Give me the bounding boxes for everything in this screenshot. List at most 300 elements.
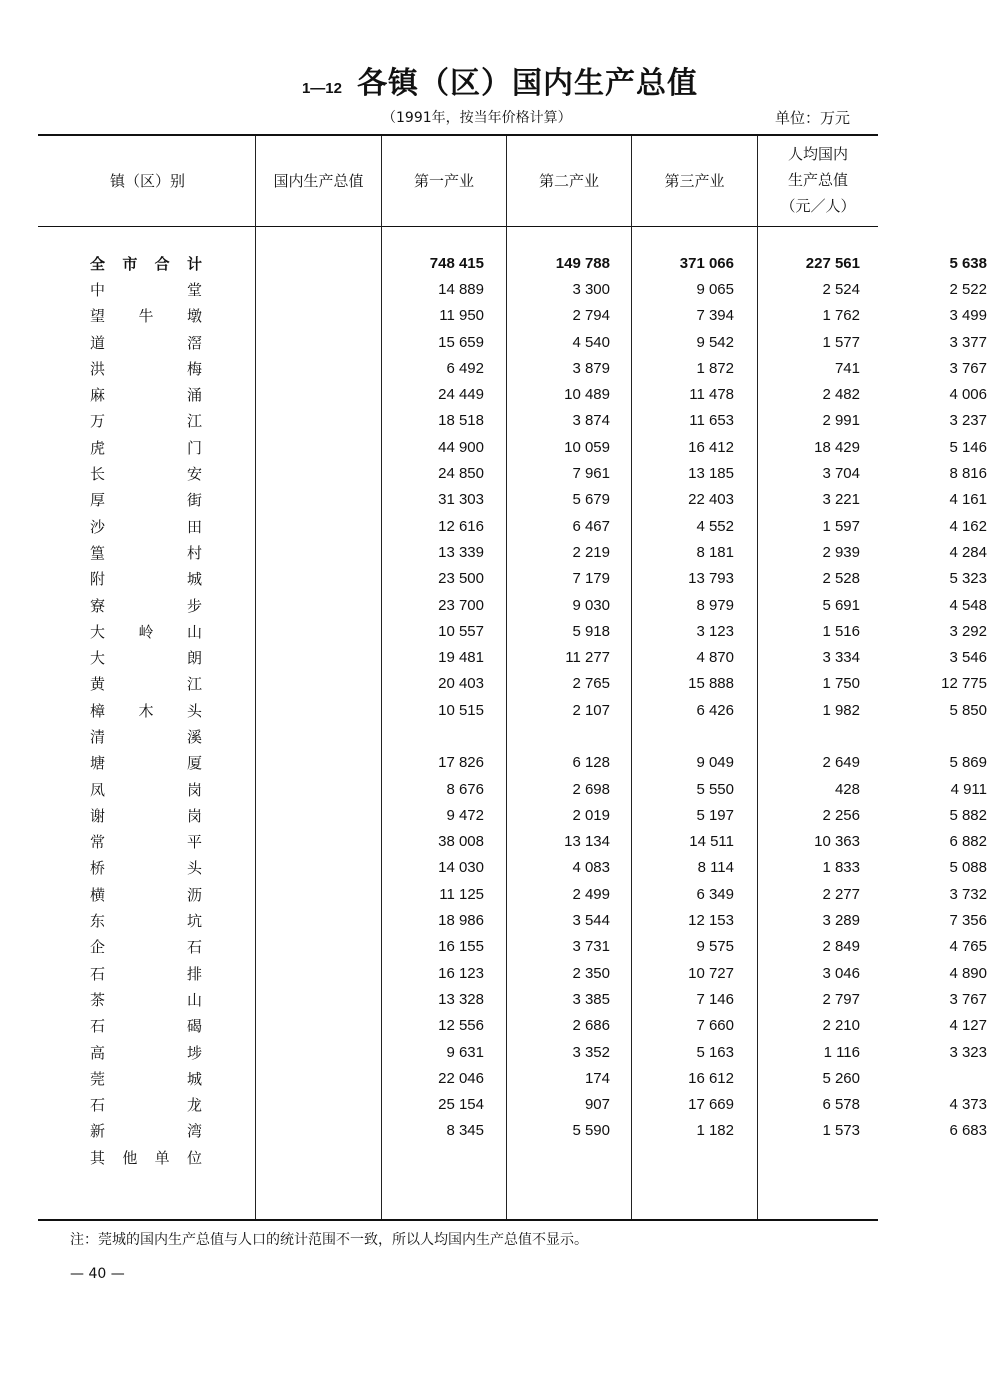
cell-primary: 3 300 — [572, 280, 610, 298]
cell-per-capita: 2 522 — [949, 280, 987, 298]
cell-tertiary: 428 — [834, 780, 860, 798]
town-name-char: 谢 — [90, 807, 106, 825]
table-row — [80, 329, 987, 355]
town-name — [80, 934, 202, 960]
town-name-char: 石 — [90, 1097, 106, 1115]
cell-per-capita: 4 548 — [949, 596, 987, 614]
cell-primary: 2 698 — [572, 780, 610, 798]
table-row — [80, 671, 987, 697]
cell-secondary: 11 478 — [689, 386, 734, 404]
header-town: 镇（区）别 — [109, 172, 185, 190]
town-name — [80, 592, 202, 618]
table-row — [80, 487, 987, 513]
cell-gdp: 44 900 — [438, 438, 484, 456]
town-name-char: 厦 — [186, 755, 202, 773]
town-name-char: 岗 — [186, 781, 202, 799]
cell-secondary: 10 727 — [688, 964, 734, 982]
cell-secondary: 9 575 — [696, 938, 734, 956]
cell-tertiary: 3 289 — [822, 912, 860, 930]
cell-per-capita: 4 765 — [949, 938, 987, 956]
town-name-char: 朗 — [186, 650, 202, 668]
cell-secondary: 7 660 — [696, 1017, 734, 1035]
cell-gdp: 10 515 — [438, 701, 484, 719]
header-gdp: 国内生产总值 — [273, 172, 364, 190]
cell-per-capita: 8 816 — [949, 465, 987, 483]
town-name-char: 沥 — [186, 886, 202, 904]
cell-primary: 2 219 — [572, 543, 610, 561]
table-row — [80, 1065, 987, 1091]
table-row — [80, 1092, 987, 1118]
cell-secondary: 13 793 — [688, 570, 734, 588]
town-name-char: 头 — [186, 702, 202, 720]
cell-primary: 907 — [584, 1096, 610, 1114]
town-name-char: 田 — [186, 518, 202, 536]
cell-tertiary — [734, 723, 860, 749]
table-row — [80, 618, 987, 644]
cell-per-capita: 5 882 — [949, 806, 987, 824]
town-name — [80, 1144, 202, 1170]
town-name-char: 企 — [90, 939, 106, 957]
town-name-char: 篁 — [90, 544, 106, 562]
town-name-char: 石 — [186, 939, 202, 957]
table-row — [80, 934, 987, 960]
cell-secondary: 8 181 — [696, 543, 734, 561]
cell-primary: 4 540 — [572, 333, 610, 351]
town-name-char: 樟 — [90, 702, 106, 720]
cell-primary: 2 019 — [572, 806, 610, 824]
table-row — [80, 408, 987, 434]
cell-tertiary: 1 982 — [822, 701, 860, 719]
cell-gdp: 15 659 — [438, 333, 484, 351]
cell-per-capita: 5 869 — [949, 754, 987, 772]
cell-secondary — [610, 723, 734, 749]
table-row — [80, 460, 987, 486]
header-per-capita-line: （元／人） — [780, 197, 856, 215]
table-row — [80, 381, 987, 407]
town-name-char: 长 — [90, 466, 106, 484]
page-title — [0, 58, 1000, 102]
cell-secondary: 5 197 — [696, 806, 734, 824]
cell-per-capita — [860, 1144, 987, 1170]
town-name — [80, 487, 202, 513]
cell-primary: 13 134 — [564, 833, 610, 851]
town-name-char: 江 — [186, 676, 202, 694]
cell-primary: 3 352 — [572, 1043, 610, 1061]
table-row — [80, 986, 987, 1012]
table-row — [80, 513, 987, 539]
cell-per-capita: 5 850 — [949, 701, 987, 719]
cell-gdp: 9 631 — [446, 1043, 484, 1061]
town-name-char: 平 — [186, 834, 202, 852]
cell-tertiary: 6 578 — [822, 1096, 860, 1114]
cell-tertiary — [734, 1144, 860, 1170]
cell-tertiary: 18 429 — [814, 438, 860, 456]
town-name-char: 东 — [90, 913, 106, 931]
cell-primary: 10 489 — [564, 386, 610, 404]
data-table — [80, 250, 987, 1170]
town-name-char: 墩 — [186, 308, 202, 326]
cell-per-capita: 3 732 — [949, 885, 987, 903]
town-name-char: 新 — [90, 1123, 106, 1141]
town-name-char: 万 — [90, 413, 106, 431]
bottom-rule — [38, 1219, 878, 1221]
town-name-char: 牛 — [138, 308, 154, 326]
cell-tertiary: 2 524 — [822, 280, 860, 298]
cell-per-capita: 5 088 — [949, 859, 987, 877]
cell-secondary: 5 163 — [696, 1043, 734, 1061]
cell-per-capita: 3 767 — [949, 359, 987, 377]
town-name-char: 塘 — [90, 755, 106, 773]
cell-per-capita: 5 323 — [949, 570, 987, 588]
town-name-char: 山 — [186, 991, 202, 1009]
town-name-char: 合 — [154, 255, 170, 273]
cell-per-capita: 4 127 — [949, 1017, 987, 1035]
table-row — [80, 644, 987, 670]
cell-gdp: 9 472 — [446, 806, 484, 824]
town-name — [80, 408, 202, 434]
cell-gdp: 8 345 — [446, 1122, 484, 1140]
town-name-char: 茶 — [90, 991, 106, 1009]
cell-tertiary: 3 704 — [822, 465, 860, 483]
table-row — [80, 1144, 987, 1170]
cell-per-capita — [860, 1065, 987, 1091]
town-name — [80, 460, 202, 486]
cell-gdp: 14 030 — [438, 859, 484, 877]
cell-gdp: 12 556 — [438, 1017, 484, 1035]
cell-gdp: 20 403 — [438, 675, 484, 693]
town-name-char: 洪 — [90, 360, 106, 378]
cell-per-capita: 4 006 — [949, 386, 987, 404]
cell-primary: 2 350 — [572, 964, 610, 982]
cell-tertiary: 2 256 — [822, 806, 860, 824]
cell-secondary: 4 870 — [696, 649, 734, 667]
town-name-char: 其 — [90, 1149, 106, 1167]
cell-tertiary: 2 849 — [822, 938, 860, 956]
cell-per-capita: 4 161 — [949, 491, 987, 509]
town-name-char: 门 — [186, 439, 202, 457]
cell-per-capita — [860, 723, 987, 749]
header-primary: 第一产业 — [413, 172, 474, 190]
cell-tertiary: 2 277 — [822, 885, 860, 903]
cell-tertiary: 2 482 — [822, 386, 860, 404]
cell-tertiary: 1 750 — [822, 675, 860, 693]
cell-tertiary: 10 363 — [814, 833, 860, 851]
cell-secondary: 7 146 — [696, 990, 734, 1008]
top-rule — [38, 134, 878, 136]
town-name-char: 附 — [90, 571, 106, 589]
town-name-char: 大 — [90, 650, 106, 668]
town-name-char: 滘 — [186, 334, 202, 352]
town-name — [80, 618, 202, 644]
cell-primary: 7 179 — [572, 570, 610, 588]
cell-primary: 7 961 — [572, 465, 610, 483]
town-name — [80, 671, 202, 697]
town-name-char: 城 — [186, 571, 202, 589]
town-name-char: 望 — [90, 308, 106, 326]
town-name-char: 街 — [186, 492, 202, 510]
cell-secondary: 11 653 — [689, 412, 734, 430]
town-name-char: 他 — [122, 1149, 138, 1167]
cell-primary: 3 879 — [572, 359, 610, 377]
cell-per-capita: 7 356 — [949, 912, 987, 930]
town-name — [80, 644, 202, 670]
town-name-char: 排 — [186, 965, 202, 983]
cell-tertiary: 2 939 — [822, 543, 860, 561]
town-name-char: 湾 — [186, 1123, 202, 1141]
cell-primary: 6 128 — [572, 754, 610, 772]
town-name-char: 全 — [90, 255, 106, 273]
table-title: 各镇（区）国内生产总值 — [357, 66, 699, 101]
subtitle: （1991年，按当年价格计算） — [382, 110, 572, 126]
table-row — [80, 776, 987, 802]
cell-primary: 3 544 — [572, 912, 610, 930]
cell-per-capita: 6 882 — [949, 833, 987, 851]
page-number: — 40 — — [70, 1266, 125, 1282]
cell-secondary: 9 065 — [696, 280, 734, 298]
town-name-char: 横 — [90, 886, 106, 904]
town-name-char: 道 — [90, 334, 106, 352]
cell-secondary: 16 412 — [688, 438, 734, 456]
header-per-capita-line: 生产总值 — [787, 171, 848, 189]
town-name — [80, 513, 202, 539]
cell-primary: 2 107 — [572, 701, 610, 719]
table-row — [80, 855, 987, 881]
table-row — [80, 1013, 987, 1039]
cell-gdp: 14 889 — [438, 280, 484, 298]
town-name-char: 位 — [186, 1149, 202, 1167]
cell-tertiary: 2 797 — [822, 990, 860, 1008]
cell-per-capita: 5 638 — [949, 254, 987, 272]
town-name-char: 步 — [186, 597, 202, 615]
cell-secondary: 6 426 — [696, 701, 734, 719]
cell-primary: 4 083 — [572, 859, 610, 877]
footnote: 注：莞城的国内生产总值与人口的统计范围不一致，所以人均国内生产总值不显示。 — [70, 1232, 588, 1248]
town-name — [80, 1013, 202, 1039]
cell-per-capita: 4 162 — [949, 517, 987, 535]
table-row — [80, 250, 987, 276]
cell-gdp: 25 154 — [438, 1096, 484, 1114]
header-tertiary: 第三产业 — [664, 172, 725, 190]
cell-secondary: 1 872 — [696, 359, 734, 377]
cell-gdp: 8 676 — [446, 780, 484, 798]
town-name-char: 麻 — [90, 387, 106, 405]
cell-primary: 5 679 — [572, 491, 610, 509]
cell-gdp: 22 046 — [438, 1069, 484, 1087]
town-name — [80, 986, 202, 1012]
cell-per-capita: 3 499 — [949, 307, 987, 325]
cell-gdp: 31 303 — [438, 491, 484, 509]
cell-tertiary: 1 762 — [822, 307, 860, 325]
town-name-char: 桥 — [90, 860, 106, 878]
cell-primary: 3 874 — [572, 412, 610, 430]
cell-gdp: 19 481 — [438, 649, 484, 667]
town-name-char: 清 — [90, 728, 106, 746]
town-name-char: 凤 — [90, 781, 106, 799]
cell-gdp: 16 123 — [438, 964, 484, 982]
cell-secondary: 13 185 — [688, 465, 734, 483]
town-name — [80, 855, 202, 881]
cell-gdp: 24 850 — [438, 465, 484, 483]
cell-per-capita: 4 284 — [949, 543, 987, 561]
table-number: 1—12 — [301, 80, 342, 97]
town-name-char: 梅 — [186, 360, 202, 378]
table-row — [80, 434, 987, 460]
town-name — [80, 1039, 202, 1065]
town-name — [80, 303, 202, 329]
cell-tertiary: 2 210 — [822, 1017, 860, 1035]
town-name-char: 碣 — [186, 1018, 202, 1036]
cell-gdp: 23 500 — [438, 570, 484, 588]
town-name-char: 岗 — [186, 807, 202, 825]
cell-per-capita: 3 237 — [949, 412, 987, 430]
cell-secondary: 12 153 — [688, 912, 734, 930]
cell-tertiary: 1 516 — [822, 622, 860, 640]
cell-secondary: 8 979 — [696, 596, 734, 614]
cell-secondary: 8 114 — [697, 859, 734, 877]
town-name-char: 岭 — [138, 623, 154, 641]
cell-tertiary: 3 221 — [822, 491, 860, 509]
town-name-char: 高 — [90, 1044, 106, 1062]
town-name — [80, 1065, 202, 1091]
town-name-char: 石 — [90, 1018, 106, 1036]
town-name — [80, 329, 202, 355]
town-name — [80, 881, 202, 907]
town-name-char: 城 — [186, 1070, 202, 1088]
town-name-char: 坑 — [186, 913, 202, 931]
cell-per-capita: 3 546 — [949, 649, 987, 667]
cell-secondary: 371 066 — [679, 254, 734, 272]
cell-per-capita: 3 292 — [949, 622, 987, 640]
table-row — [80, 750, 987, 776]
cell-gdp: 6 492 — [446, 359, 484, 377]
cell-per-capita: 3 323 — [949, 1043, 987, 1061]
town-name-char: 涌 — [186, 387, 202, 405]
table-row — [80, 355, 987, 381]
cell-gdp: 18 518 — [438, 412, 484, 430]
cell-gdp: 748 415 — [429, 254, 484, 272]
cell-gdp — [202, 1144, 484, 1170]
town-name — [80, 566, 202, 592]
cell-gdp: 12 616 — [438, 517, 484, 535]
cell-gdp — [202, 723, 484, 749]
cell-gdp: 16 155 — [438, 938, 484, 956]
cell-per-capita: 4 890 — [949, 964, 987, 982]
town-name — [80, 907, 202, 933]
cell-primary: 5 918 — [572, 622, 610, 640]
table-row — [80, 566, 987, 592]
town-name — [80, 697, 202, 723]
town-name — [80, 539, 202, 565]
cell-secondary: 7 394 — [696, 307, 734, 325]
town-name-char: 龙 — [186, 1097, 202, 1115]
town-name-char: 大 — [90, 623, 106, 641]
town-name — [80, 381, 202, 407]
town-name — [80, 750, 202, 776]
header-secondary: 第二产业 — [538, 172, 599, 190]
table-row — [80, 960, 987, 986]
cell-tertiary: 1 116 — [823, 1043, 860, 1061]
town-name — [80, 802, 202, 828]
town-name-char: 埗 — [186, 1044, 202, 1062]
cell-secondary: 17 669 — [688, 1096, 734, 1114]
cell-per-capita: 6 683 — [949, 1122, 987, 1140]
town-name-char: 村 — [186, 544, 202, 562]
town-name — [80, 960, 202, 986]
cell-tertiary: 5 260 — [822, 1069, 860, 1087]
town-name — [80, 1118, 202, 1144]
town-name-char: 木 — [138, 702, 154, 720]
cell-secondary: 1 182 — [696, 1122, 734, 1140]
town-name-char: 头 — [186, 860, 202, 878]
cell-tertiary: 227 561 — [805, 254, 860, 272]
town-name-char: 虎 — [90, 439, 106, 457]
cell-gdp: 13 328 — [438, 990, 484, 1008]
table-row — [80, 907, 987, 933]
cell-primary — [484, 1144, 610, 1170]
cell-tertiary: 5 691 — [822, 596, 860, 614]
cell-gdp: 13 339 — [438, 543, 484, 561]
cell-primary: 2 686 — [572, 1017, 610, 1035]
town-name-char: 溪 — [186, 728, 202, 746]
cell-per-capita: 3 377 — [949, 333, 987, 351]
table-row — [80, 881, 987, 907]
cell-tertiary: 2 528 — [822, 570, 860, 588]
town-name — [80, 276, 202, 302]
cell-tertiary: 1 577 — [822, 333, 860, 351]
cell-per-capita: 4 373 — [949, 1096, 987, 1114]
cell-primary: 9 030 — [572, 596, 610, 614]
cell-gdp: 10 557 — [438, 622, 484, 640]
cell-primary: 6 467 — [572, 517, 610, 535]
cell-tertiary: 2 649 — [822, 754, 860, 772]
unit-label: 单位：万元 — [775, 109, 851, 127]
cell-primary: 2 765 — [572, 675, 610, 693]
cell-gdp: 17 826 — [438, 754, 484, 772]
table-row — [80, 829, 987, 855]
cell-tertiary: 2 991 — [822, 412, 860, 430]
cell-gdp: 11 950 — [439, 307, 484, 325]
town-name-char: 安 — [186, 466, 202, 484]
cell-primary: 10 059 — [564, 438, 610, 456]
town-name — [80, 434, 202, 460]
town-name-char: 计 — [186, 255, 202, 273]
town-name-char: 中 — [90, 281, 106, 299]
town-name-char: 寮 — [90, 597, 106, 615]
town-name-char: 江 — [186, 413, 202, 431]
cell-tertiary: 3 334 — [822, 649, 860, 667]
table-row — [80, 697, 987, 723]
cell-primary: 174 — [584, 1069, 610, 1087]
cell-primary: 11 277 — [565, 649, 610, 667]
cell-secondary: 14 511 — [689, 833, 734, 851]
cell-gdp: 11 125 — [439, 885, 484, 903]
cell-primary: 3 385 — [572, 990, 610, 1008]
town-name — [80, 250, 202, 276]
town-name-char: 莞 — [90, 1070, 106, 1088]
header-per-capita-line: 人均国内 — [787, 145, 848, 163]
cell-gdp: 24 449 — [438, 386, 484, 404]
cell-per-capita: 12 775 — [941, 675, 987, 693]
cell-secondary: 5 550 — [696, 780, 734, 798]
table-row — [80, 1039, 987, 1065]
cell-primary: 3 731 — [572, 938, 610, 956]
town-name-char: 山 — [186, 623, 202, 641]
cell-primary: 2 794 — [572, 307, 610, 325]
header-rule — [38, 226, 878, 227]
table-row — [80, 723, 987, 749]
table-row — [80, 539, 987, 565]
cell-primary: 5 590 — [572, 1122, 610, 1140]
